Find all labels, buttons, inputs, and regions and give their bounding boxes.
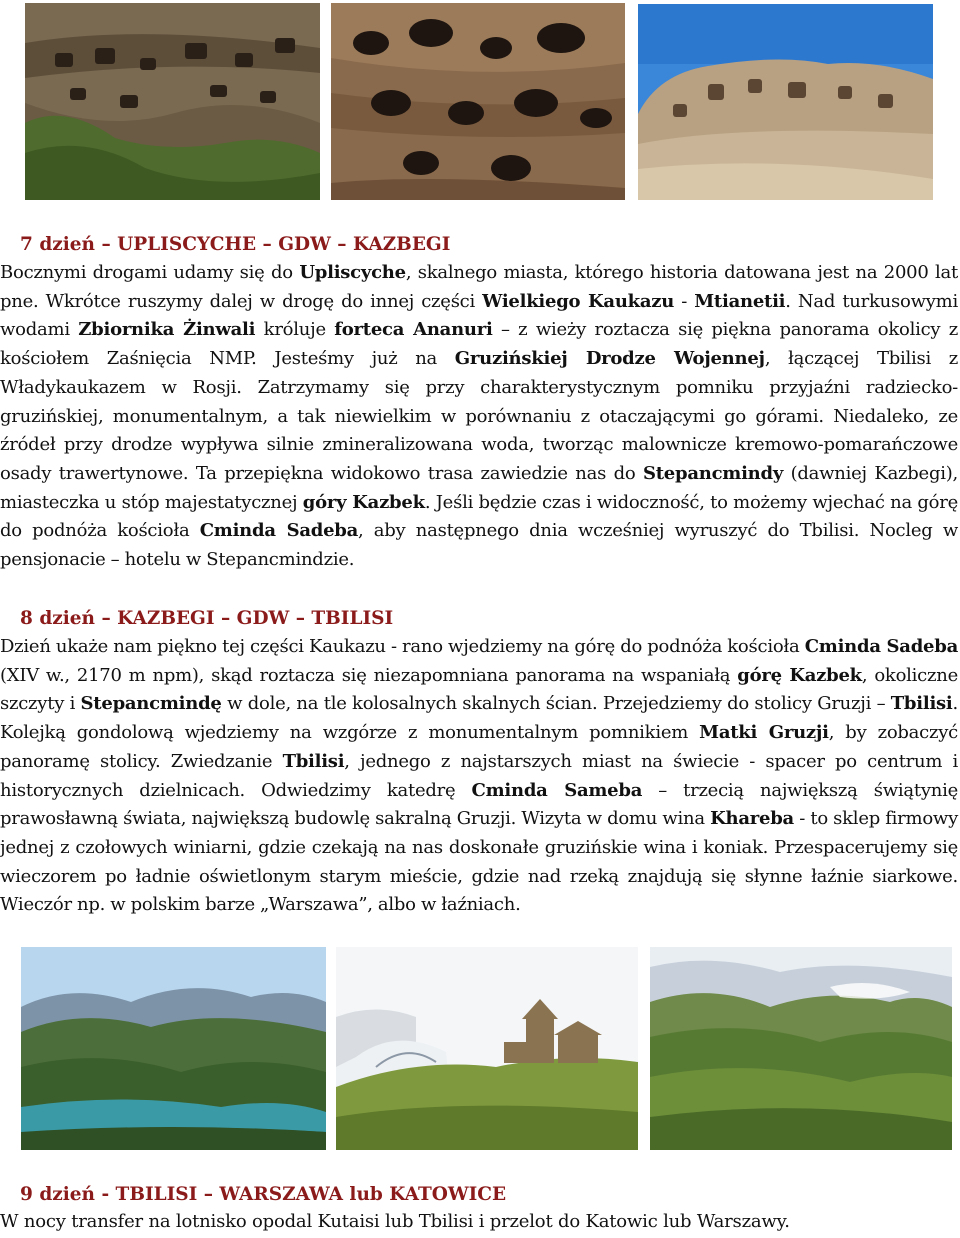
photo-vardzia-cave-city — [25, 3, 320, 200]
text-run: , jednego z najstarszych miast na świecie - spacer po centrum i historycznych dzielnicach. Odwiedzimy katedrę — [0, 750, 958, 801]
text-run: w dole, na tle kolosalnych skalnych ścian. Przejedziemy do stolicy Gruzji – — [221, 693, 891, 715]
day7-heading: 7 dzień – UPLISCYCHE – GDW – KAZBEGI — [20, 234, 451, 255]
bold-term: Matki Gruzji — [699, 722, 829, 744]
text-run: . Kolejką gondolową wjedziemy na wzgórze z monumentalnym pomnikiem — [0, 693, 958, 744]
text-run: Dzień ukaże nam piękno tej części Kaukazu - rano wjedziemy na górę do podnóża kościoła — [0, 636, 805, 657]
text-run: - — [674, 290, 695, 312]
bold-term: Upliscyche — [299, 262, 406, 283]
bold-term: Wielkiego Kaukazu — [482, 290, 675, 312]
bold-term: Tbilisi — [890, 693, 953, 715]
bold-term: Gruzińskiej Drodze Wojennej — [454, 348, 765, 370]
bold-term: Khareba — [710, 808, 794, 830]
day8-heading: 8 dzień – KAZBEGI – GDW – TBILISI — [20, 608, 394, 629]
photo-zhinvali-reservoir — [21, 947, 326, 1150]
photo-gergeti-trinity-church — [336, 947, 638, 1150]
day9-description: W nocy transfer na lotnisko opodal Kutaisi lub Tbilisi i przelot do Katowic lub Warszawy. — [0, 1211, 790, 1232]
text-run: , by zobaczyć panoramę stolicy. Zwiedzanie — [0, 722, 958, 772]
day7-description — [0, 259, 958, 575]
bold-term: Zbiornika Żinwali — [78, 319, 256, 341]
text-run: , łączącej Tbilisi z Władykaukazem w Rosji. Zatrzymamy się przy charakterystycznym pomniku przyjaźni radziecko-gruzińskiej, monumentalnym, a tak niewielkim w porównaniu z otaczającymi go górami. Niedaleko, ze źródeł przy drodze wypływa silnie zmineralizowana woda, tworząc malownicze kremowo-pomarańczowe osady trawertynowe. Ta przepiękna widokowo trasa zawiedzie nas do — [0, 348, 958, 484]
bold-term: Stepancmindy — [642, 462, 784, 484]
text-run: – z wieży roztacza się piękna panorama okolicy z kościołem Zaśnięcia NMP. Jesteśmy już na — [0, 319, 958, 370]
bold-term: Mtianetii — [694, 290, 786, 312]
bold-term: góry Kazbek — [302, 491, 425, 513]
text-run: . Nad turkusowymi wodami — [0, 290, 958, 341]
text-run: króluje — [255, 319, 335, 341]
text-run: (dawniej Kazbegi), miasteczka u stóp majestatycznej — [0, 462, 958, 513]
bold-term: forteca Ananuri — [334, 319, 493, 341]
bold-term: Cminda Sadeba — [199, 520, 359, 542]
text-run: Bocznymi drogami udamy się do — [0, 262, 300, 283]
day9-heading: 9 dzień - TBILISI – WARSZAWA lub KATOWICE — [20, 1184, 507, 1205]
bold-term: Cminda Sadeba — [804, 636, 958, 657]
text-run: (XIV w., 2170 m npm), skąd roztacza się niezapomniana panorama na wspaniałą — [0, 664, 738, 686]
photo-uplistsikhe-rock-city — [638, 4, 933, 200]
photo-cave-monastery-cliff — [331, 3, 625, 200]
text-run: , okoliczne szczyty i — [0, 664, 958, 715]
text-run: , skalnego miasta, którego historia datowana jest na 2000 lat pne. Wkrótce ruszymy dalej w drogę do innej części — [0, 262, 958, 312]
text-run: . Jeśli będzie czas i widoczność, to możemy wjechać na górę do podnóża kościoła — [0, 491, 958, 542]
bold-term: Cminda Sameba — [471, 779, 643, 801]
bold-term: górę Kazbek — [737, 664, 862, 686]
bold-term: Tbilisi — [282, 750, 345, 772]
photo-caucasus-valley — [650, 947, 952, 1150]
day8-description — [0, 633, 958, 920]
text-run: - to sklep firmowy jednej z czołowych winiarni, gdzie czekają na nas doskonałe gruzińskie wina i koniak. Przespacerujemy się wieczorem po ładnie oświetlonym starym mieście, gdzie nad rzeką znajdują się słynne łaźnie siarkowe. Wieczór np. w polskim barze „Warszawa”, albo w łaźniach. — [0, 808, 959, 916]
text-run: , aby następnego dnia wcześniej wyruszyć do Tbilisi. Nocleg w pensjonacie – hotelu w Stepancmindzie. — [0, 520, 959, 571]
bold-term: Stepancmindę — [80, 693, 222, 715]
text-run: – trzecią największą świątynię prawosławną świata, największą budowlę sakralną Gruzji. Wizyta w domu wina — [0, 779, 959, 830]
